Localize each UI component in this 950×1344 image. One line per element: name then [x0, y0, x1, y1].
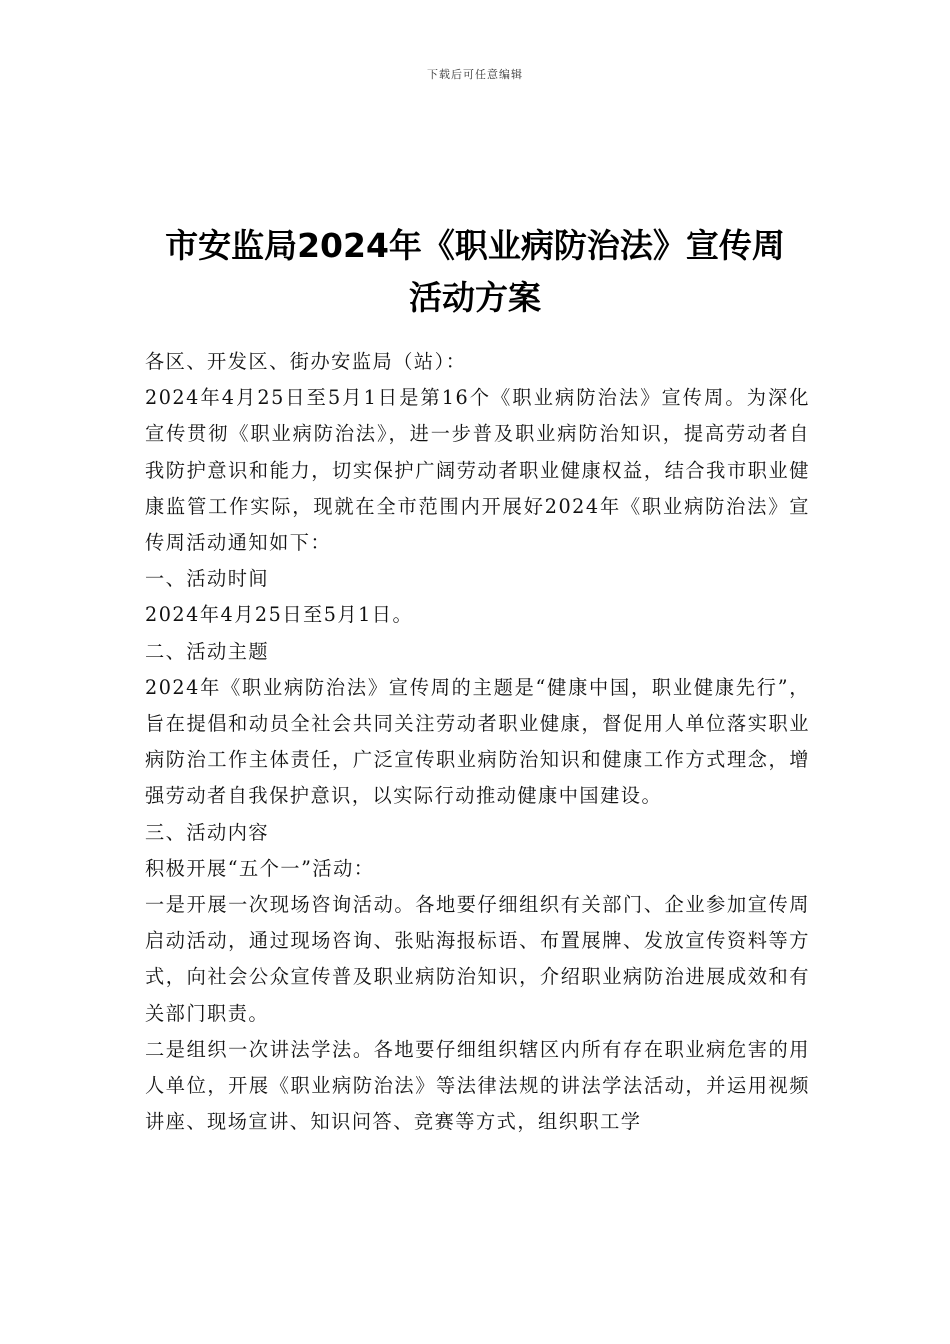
theme-paragraph: 2024年《职业病防治法》宣传周的主题是“健康中国，职业健康先行”，旨在提倡和动员全社会共同关注劳动者职业健康，督促用人单位落实职业病防治工作主体责任，广泛宣传职业病防治知识和健康工作方式理念，增强劳动者自我保护意识，以实际行动推动健康中国建设。 [145, 675, 810, 808]
salutation: 各区、开发区、街办安监局（站）： [145, 350, 467, 373]
time-paragraph: 2024年4月25日至5月1日。 [145, 603, 414, 627]
document-body [145, 344, 810, 1140]
document-title [120, 220, 830, 324]
content-item-2: 二是组织一次讲法学法。各地要仔细组织辖区内所有存在职业病危害的用人单位，开展《职业病防治法》等法律法规的讲法学法活动，并运用视频讲座、现场宣讲、知识问答、竞赛等方式，组织职工学 [145, 1037, 810, 1134]
content-item-1: 一是开展一次现场咨询活动。各地要仔细组织有关部门、企业参加宣传周启动活动，通过现场咨询、张贴海报标语、布置展牌、发放宣传资料等方式，向社会公众宣传普及职业病防治知识，介绍职业病防治进展成效和有关部门职责。 [145, 893, 810, 1025]
intro-paragraph: 2024年4月25日至5月1日是第16个《职业病防治法》宣传周。为深化宣传贯彻《职业病防治法》，进一步普及职业病防治知识，提高劳动者自我防护意识和能力，切实保护广阔劳动者职业健康权益，结合我市职业健康监管工作实际，现就在全市范围内开展好2024年《职业病防治法》宣传周活动通知如下： [145, 386, 810, 555]
content-intro: 积极开展“五个一”活动： [145, 856, 375, 880]
title-line-1: 市安监局2024年《职业病防治法》宣传周 [165, 226, 785, 265]
section-heading-time: 一、活动时间 [145, 567, 270, 591]
section-heading-content: 三、活动内容 [145, 820, 270, 844]
section-heading-theme: 二、活动主题 [145, 639, 270, 663]
title-line-2: 活动方案 [409, 278, 541, 317]
header-note: 下载后可任意编辑 [427, 68, 523, 81]
